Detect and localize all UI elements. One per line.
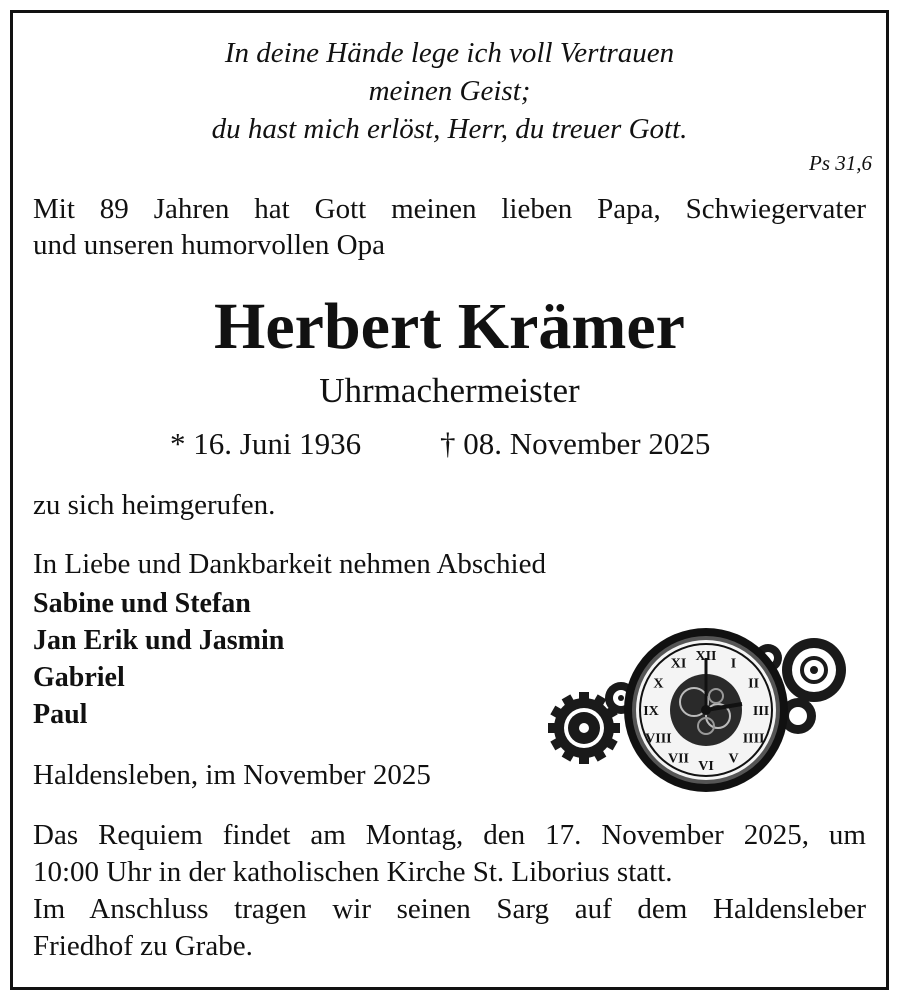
service-line-4: Friedhof zu Grabe. bbox=[33, 930, 253, 962]
verse-line-2: meinen Geist; bbox=[368, 75, 531, 107]
clock-numeral: II bbox=[748, 676, 760, 692]
watch-case bbox=[624, 628, 788, 792]
clock-numeral: VII bbox=[667, 751, 690, 767]
clock-numeral: I bbox=[730, 656, 737, 672]
pocket-watch-with-gears-icon bbox=[546, 618, 856, 798]
clock-numeral: V bbox=[728, 751, 739, 767]
clock-numeral: IX bbox=[643, 704, 659, 719]
verse-line-1: In deine Hände lege ich voll Vertrauen bbox=[224, 37, 675, 69]
birth-date: * 16. Juni 1936 bbox=[170, 426, 362, 461]
clock-numeral: X bbox=[653, 676, 664, 692]
clock-numeral: XII bbox=[695, 649, 717, 664]
deceased-profession: Uhrmachermeister bbox=[319, 371, 580, 410]
service-line-2: 10:00 Uhr in der katholischen Kirche St. Liborius statt. bbox=[33, 856, 673, 888]
clock-numeral: IIII bbox=[742, 731, 765, 747]
deceased-name: Herbert Krämer bbox=[214, 290, 685, 363]
verse-reference: Ps 31,6 bbox=[809, 151, 872, 175]
mourner-name: Paul bbox=[33, 699, 88, 730]
mourner-name: Gabriel bbox=[33, 662, 125, 693]
service-line-3: Im Anschluss tragen wir seinen Sarg auf dem Haldensleber bbox=[33, 893, 866, 925]
service-line-1: Das Requiem findet am Montag, den 17. November 2025, um bbox=[33, 819, 866, 851]
death-date: † 08. November 2025 bbox=[440, 426, 711, 461]
place-date: Haldensleben, im November 2025 bbox=[33, 759, 431, 791]
farewell-intro: In Liebe und Dankbarkeit nehmen Abschied bbox=[33, 548, 546, 580]
verse-line-3: du hast mich erlöst, Herr, du treuer Gott. bbox=[211, 113, 688, 145]
mourner-name: Jan Erik und Jasmin bbox=[33, 625, 285, 656]
clock-numeral: VIII bbox=[645, 731, 672, 747]
called-home-text: zu sich heimgerufen. bbox=[33, 489, 276, 521]
mourner-name: Sabine und Stefan bbox=[33, 588, 251, 619]
clock-numeral: XI bbox=[670, 656, 687, 672]
intro-line-1: Mit 89 Jahren hat Gott meinen lieben Papa, Schwiegervater bbox=[33, 193, 866, 225]
intro-line-2: und unseren humorvollen Opa bbox=[33, 229, 385, 261]
clock-numeral: VI bbox=[698, 759, 714, 774]
clock-numeral: III bbox=[752, 704, 770, 719]
obituary-notice bbox=[10, 10, 889, 990]
